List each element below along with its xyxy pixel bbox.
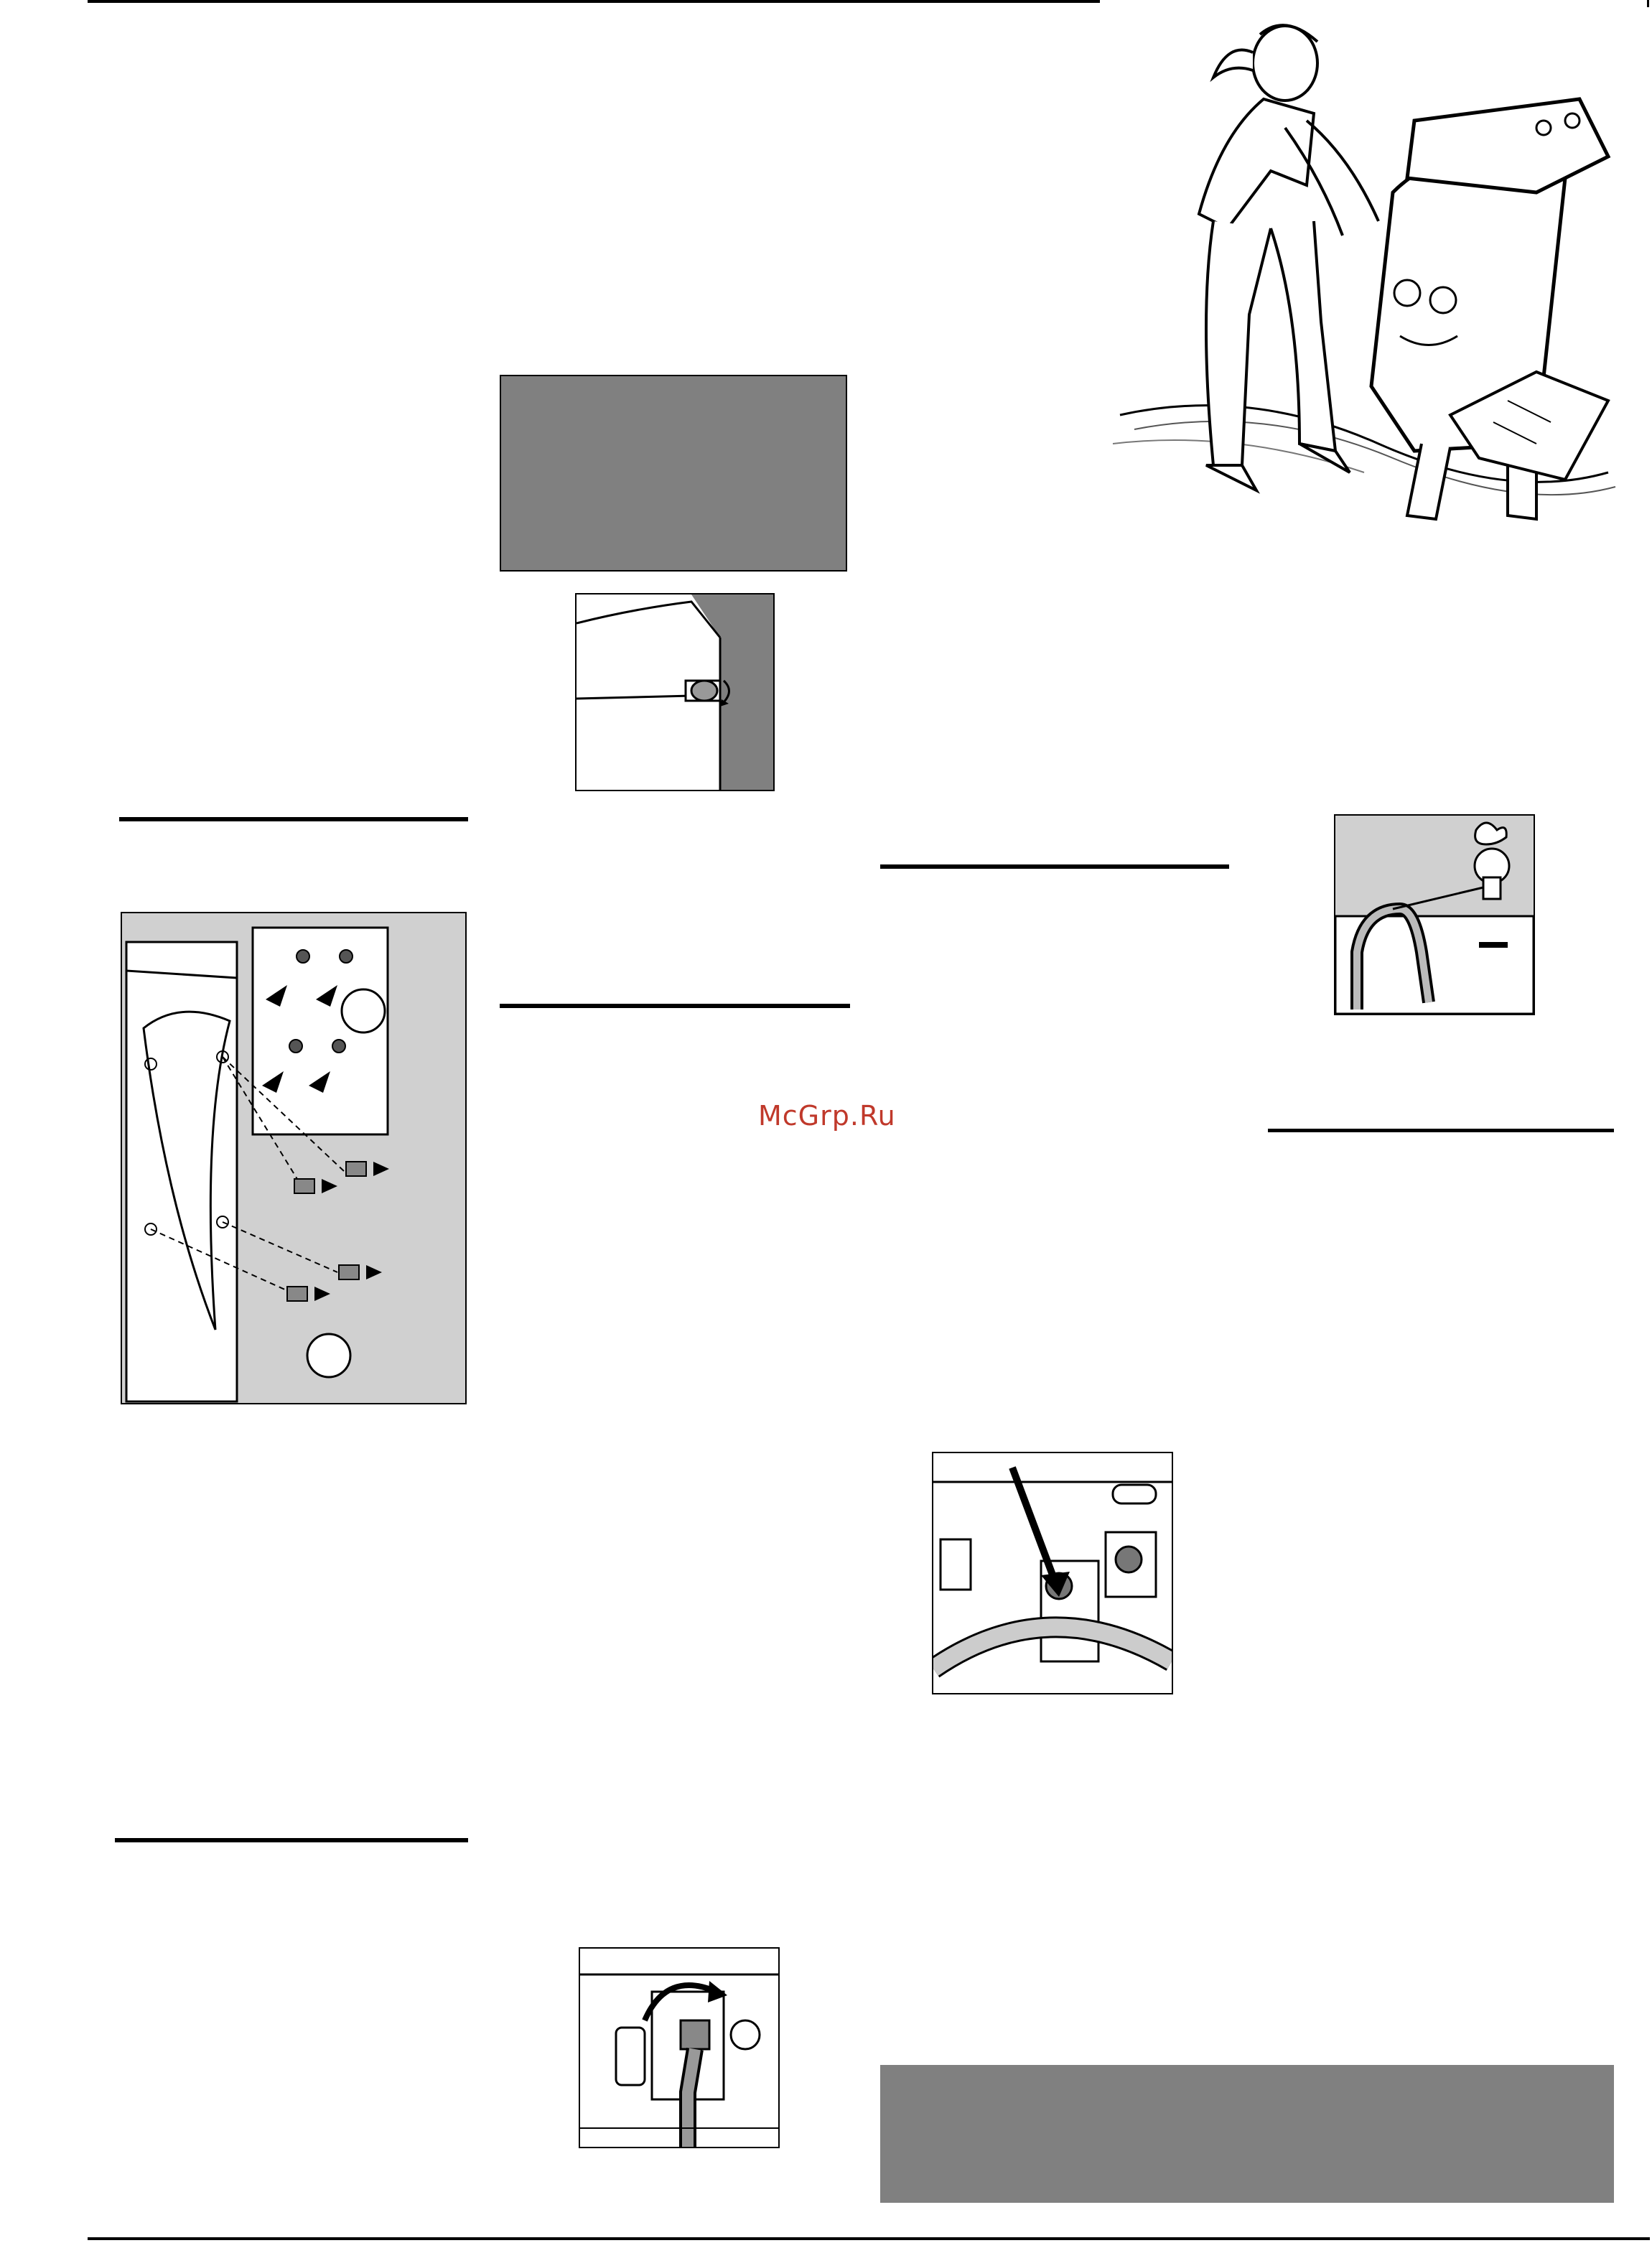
top-right-tick [1647, 0, 1649, 7]
watermark-text: McGrp.Ru [758, 1100, 896, 1132]
section-rule-left-2 [115, 1838, 468, 1842]
woman-and-washer-illustration [1106, 13, 1637, 544]
transport-bolts-illustration [121, 912, 467, 1404]
section-rule-right-1 [880, 864, 1229, 869]
grey-panel-lower [880, 2065, 1614, 2203]
water-tap-illustration [1334, 814, 1535, 1015]
section-rule-middle [500, 1004, 850, 1008]
foot-adjust-illustration [575, 593, 775, 791]
top-rule [88, 0, 1100, 3]
hose-clip-illustration [932, 1452, 1173, 1694]
inlet-hose-illustration [579, 1947, 780, 2148]
section-rule-right-2 [1268, 1129, 1614, 1132]
bottom-rule [88, 2237, 1650, 2240]
grey-panel-upper [500, 375, 847, 572]
section-rule-left-1 [119, 817, 468, 821]
